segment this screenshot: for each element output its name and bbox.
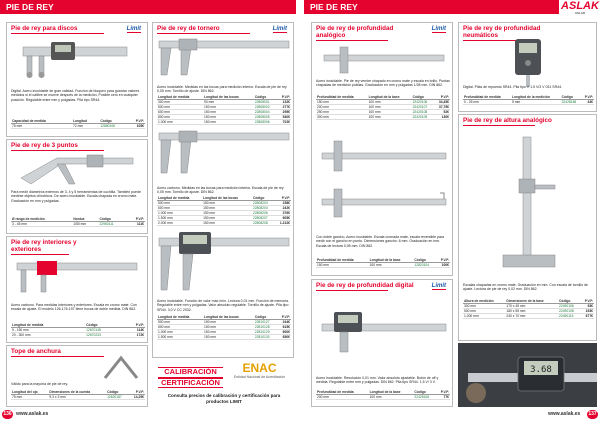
spec-table-3: Longitud de medida Longitud de las bocas Código P.V.P. 500 mm 150 mm 22810127 244€ 600 mm 150 mm 22810128 615€ 1.000 mm 150 mm 22810129 600€ 1.500 mm 150 mm 22810130 650€ [158,315,290,339]
table-row: 1.000 mm 150 mm 22808006 702€ [158,120,290,124]
table-row: 1.000 mm 150 mm 22808206 376€ [158,211,290,215]
table-row: 200 mm 100 mm 22428108 77€ [317,395,449,399]
card-title: Tope de anchura [11,348,61,355]
table-row: 2.000 mm 150 mm 22808208 1.212€ [158,221,290,225]
card-pie-de-rey-interiores [6,236,148,343]
limit-logo: Limit [431,283,446,289]
spec-table: Capacidad de medida Longitud Código P.V.P. 75 mm 72 mm 12850106 105€ [12,119,144,128]
card-description: Digital. Pilas de repuesto SR44. Pila tipo V 1.5 V/3 V 031 SR44. [463,85,563,89]
spec-table-2: Profundidad de medida Longitud de la base Código P.V.P. 150 mm 100 mm 12820104 100€ [317,258,449,267]
table-row: 300 mm 100 mm 22420109 130€ [317,115,449,119]
table-row: 150 mm 100 mm 22420106 34,45€ [317,100,449,104]
digital-lathe-caliper-image [157,228,291,296]
spec-table: Profundidad de medida Longitud de la base Código P.V.P. 200 mm 100 mm 22428108 77€ [317,390,449,399]
table-row: 600 mm 150 mm 22808004 295€ [158,110,290,114]
table-row: 300 mm 170 x 45 mm 22490106 93€ [464,304,593,308]
card-description: Para medir diámetros externos de 3, 4 y 5 herramientas de cuchilla. También puede medirse objetos cilíndricos. De acero inoxidable. Escala chapada en cromo mate. Graduación en mm y pulgadas. [11,190,141,203]
digital-depth-caliper-image [320,306,448,356]
card-description: Acero carbono. Para medidas interiores y exteriores. Escala en cromo mate. Con escala de ajuste. El modelo 126-176-197 tiene bocas de doble medida. DIN 862. [11,303,137,312]
table-row: 600 mm 150 mm 22808204 242€ [158,206,290,210]
table-row: 3 - 45 mm 1/50 mm 22960111 111€ [12,222,144,226]
card-description: Válido para la mayoría de pie de rey. [11,382,68,386]
page-header-right: PIE DE REY [304,0,559,14]
inner-outer-caliper-image [15,257,141,297]
table-row: 1.000 mm 240 x 70 mm 22490115 677€ [464,314,593,318]
spec-table-1: Longitud de medida Longitud de las bocas Código P.V.P. 300 mm 90 mm 22808001 132€ 500 mm 150 mm 22808002 277€ 600 mm 150 mm 22808004 295€ 800 mm 150 mm 22808005 540€ 1.000 mm 150 mm 22808006 702€ [158,95,290,124]
card-title: Pie de rey para discos [11,25,78,32]
spec-table: Ø rango de medición Nonius Código P.V.P. 3 - 45 mm 1/50 mm 22960111 111€ [12,217,144,226]
limit-logo: Limit [431,26,446,32]
double-hook-depth-caliper-image [320,135,448,225]
card-tope-de-anchura [6,345,148,407]
table-row: 1.000 mm 150 mm 22810129 600€ [158,330,290,334]
disc-caliper-image [21,39,131,79]
table-row: 0 - 25 mm 5 mm 22428156 43€ [464,100,593,104]
calibration-note: Consulta precios de calibración y certificación para productos LIMIT [167,393,281,404]
card-description: Acero carbono. Medidas en las bocas para medición interior. Escala de pie de rey 0,05 mm. Tornillo de ajuste. DIN 862. [157,186,284,195]
limit-logo: Limit [126,26,141,32]
card-pie-de-rey-discos [6,22,148,137]
photo-display-reading: 3.68 [530,365,552,375]
table-row: 75 mm 72 mm 12850106 105€ [12,124,144,128]
photo-illustration [458,343,597,407]
height-gauge-image [489,133,569,273]
aslak-logo: ASLAK ASLAK [561,0,599,15]
card-description: Acero inoxidable. Pie de rey vernier chapado en cromo mate y escala en brillo. Puntas chapadas de medición pulidas. Graduación en mm y pulgadas 1/28 mm. DIN 862. [316,79,450,88]
caliper-in-use-photo [458,343,597,407]
lathe-caliper-image-1 [157,37,291,81]
card-title: Pie de rey de profundidad digital [316,282,414,289]
card-pie-de-rey-tornero [152,22,294,358]
table-row: 200 mm 100 mm 22420107 37,75€ [317,105,449,109]
tire-depth-gauge-image [509,37,549,89]
card-description: Escalas chapadas en cromo mate. Graduación en mm. Con escala de tornillo de ajuste. Lectura de pie de rey 0,02 mm. DIN 862. [463,283,588,292]
enac-logo: ENAC Entidad Nacional de Acreditación [233,361,286,379]
page-header-left: PIE DE REY [0,0,296,14]
card-title: Pie de rey de tornero [157,25,220,32]
table-row: 250 mm 100 mm 22420108 52€ [317,110,449,114]
website-right: www.aslak.es [548,411,581,417]
spec-table: Altura de medición Dimensiones de la base Código P.V.P. 300 mm 170 x 45 mm 22490106 93€ 500 mm 180 x 55 mm 22490108 153€ 1.000 mm 240 x 70 mm 22490115 677€ [464,299,593,318]
table-row: 1.500 mm 150 mm 22808207 605€ [158,216,290,220]
table-row: 500 mm 180 x 55 mm 22490108 153€ [464,309,593,313]
card-description: Acero inoxidable. Resolución 0,01 mm. Valor absoluto ajustable. Botón de off y medida. Regulable entre mm y pulgadas. DIN 862. Pila tipo SR44. 1,5 V/ 3 V. [316,376,439,385]
card-title: Pie de rey interiores y exteriores [11,239,77,253]
table-row: 300 mm 90 mm 22808001 132€ [158,100,290,104]
table-row: 9 - 150 mm 12670145 114€ [12,328,144,332]
width-stop-image [101,354,141,382]
spec-table: Longitud del ojo Dimensiones de la cuerda Código P.V.P. 75 mm 9,3 x 3 mm 12620187 14,29€ [12,390,144,399]
table-row: 75 mm 9,3 x 3 mm 12620187 14,29€ [12,395,144,399]
table-row: 20 - 300 mm 12670233 172€ [12,333,144,337]
table-row: 500 mm 150 mm 22810127 244€ [158,320,290,324]
table-row: 500 mm 150 mm 22808002 277€ [158,105,290,109]
card-profundidad-analogico [311,22,453,276]
table-row: 600 mm 150 mm 22810128 615€ [158,325,290,329]
limit-logo: Limit [272,26,287,32]
card-title: Pie de rey de profundidad analógico [316,25,394,39]
card-description: Acero inoxidable. Medidas en las bocas para medición interior. Escala de pie de rey 0,05 mm. Tornillo de ajuste. DIN 862. [157,85,287,94]
calibration-badge: CALIBRACIÓN CERTIFICACIÓN [156,361,225,391]
spec-table: Profundidad de medida Longitud de la medición Código P.V.P. 0 - 25 mm 5 mm 22428156 43€ [464,95,593,104]
spec-table: Longitud de medida Código P.V.P. 9 - 150 mm 12670145 114€ 20 - 300 mm 12670233 172€ [12,323,144,337]
spec-table-2: Longitud de medida Longitud de las bocas Código P.V.P. 500 mm 150 mm 22808203 158€ 600 mm 150 mm 22808204 242€ 1.000 mm 150 mm 22808206 376€ 1.500 mm 150 mm 22808207 605€ 2.000 mm 150 mm 22808208 1.212€ [158,196,290,225]
card-description: Con doble gancho. Acero inoxidable. Escala cromada mate, escala reversible para medir con el gancho en punto. Dimensiones gancho: 6 mm. Graduación en mm. Escala de lectura 0,05 mm. DIN 862. [316,235,445,248]
table-row: 1.500 mm 150 mm 22810130 650€ [158,335,290,339]
three-point-caliper-image [17,150,137,190]
card-title: Pie de rey de profundidad neumáticos [463,25,541,39]
card-description: Digital. Acero inoxidable de gran calidad. Función de bloqueo para guardar valores medidos si el calibre se mueve después de la medición. Posible cero en cualquier posición. Regulable entre mm y pulgadas. Pila tipo SR44. [11,89,140,102]
table-row: 500 mm 150 mm 22808203 158€ [158,201,290,205]
card-pie-de-rey-3-puntos [6,139,148,234]
card-description: Acero inoxidable. Función de valor máx./mín. Lectura 0,01 mm. Función de memoria. Regulable entre mm y pulgadas. Valor absoluto regulable. Tornillo de ajuste. Pila tipo SR44. 3,0 V CC 2032. [157,299,290,312]
page-number-right: 137 [588,411,597,417]
depth-caliper-image [322,45,446,75]
table-row: 150 mm 100 mm 12820104 100€ [317,263,449,267]
card-profundidad-digital [311,279,453,407]
card-profundidad-neumaticos [458,22,597,112]
website-left: www.aslak.es [16,411,49,417]
table-row: 800 mm 150 mm 22808005 540€ [158,115,290,119]
spec-table-1: Profundidad de medida Longitud de la base Código P.V.P. 150 mm 100 mm 22420106 34,45€ 200 mm 100 mm 22420107 37,75€ 250 mm 100 mm 22420108 52€ 300 mm 100 mm 22420109 130€ [317,95,449,119]
lathe-caliper-image-2 [157,127,291,181]
card-title: Pie de rey de 3 puntos [11,142,78,149]
card-altura-analogico [458,114,597,341]
card-title: Pie de rey de altura analógico [463,117,552,124]
page-number-left: 136 [3,411,12,417]
